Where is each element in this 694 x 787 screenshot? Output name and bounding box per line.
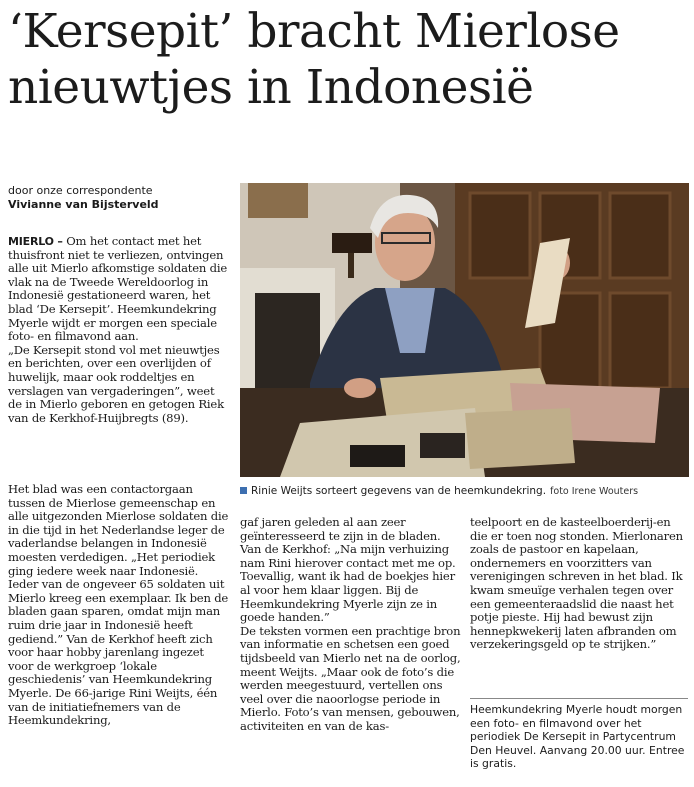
byline — [8, 184, 233, 212]
photo-credit: foto Irene Wouters — [550, 486, 639, 497]
paragraph-2: „De Kersepit stond vol met nieuwtjes en berichten, over een overlijden of huwelijk, maar ook roddeltjes en verslagen van vergaderingen”, weet de in Mierlo geboren en getogen Riek van de Kerkhof-Huijbregts (89). — [8, 342, 224, 425]
headline — [8, 4, 688, 116]
headline-line-2: nieuwtjes in Indonesië — [8, 60, 534, 115]
info-box-divider — [470, 698, 688, 699]
photo-illustration — [240, 183, 689, 477]
col2-paragraph-1: gaf jaren geleden al aan zeer geïnteresseerd te zijn in de bladen. — [240, 515, 441, 543]
photo-caption — [240, 484, 689, 499]
paragraph-1 — [8, 235, 230, 344]
col2-paragraph-2: Van de Kerkhof: „Na mijn verhuizing nam Rini hierover contact met me op. Toevallig, want ik had de boekjes hier al voor hem klaar liggen. Bij de Heemkundekring Myerle zijn ze in goede handen.” — [240, 542, 456, 625]
dateline: MIERLO – — [8, 235, 63, 248]
headline-line-1: ‘Kersepit’ bracht Mierlose — [8, 4, 620, 59]
article-photo — [240, 183, 689, 477]
article-column-2 — [240, 516, 462, 734]
caption-text: Rinie Weijts sorteert gegevens van de heemkundekring. — [251, 485, 547, 497]
article-column-1-bottom — [8, 483, 230, 728]
col3-paragraph-1: teelpoort en de kasteelboerderij-en die er toen nog stonden. Mierlonaren zoals de pastoor en kapelaan, ondernemers en voorzitters van verenigingen schreven in het blad. Ik kwam smeuïge verhalen tegen over een gemeenteraadslid die naast het potje pieste. Hij had bewust zijn hennepkwekerij laten afbranden om verzekeringsgeld op te strijken.” — [470, 515, 683, 652]
byline-name: Vivianne van Bijsterveld — [8, 198, 159, 211]
paragraph-1-text: Om het contact met het thuisfront niet te verliezen, ontvingen alle uit Mierlo afkomstige soldaten die vlak na de Tweede Wereldoorlog in Indonesië gestationeerd waren, het blad ‘De Kersepit’. Heemkundekring Myerle wijdt er morgen een speciale foto- en filmavond aan. — [8, 234, 228, 344]
article-column-1-top — [8, 235, 230, 425]
byline-label: door onze correspondente — [8, 184, 153, 197]
col2-paragraph-3: De teksten vormen een prachtige bron van informatie en schetsen een goed tijdsbeeld van Mierlo net na de oorlog, meent Weijts. „Maar ook de foto’s die werden meegestuurd, vertellen ons veel over die naoorlogse periode in Mierlo. Foto’s van mensen, gebouwen, activiteiten en van de kas- — [240, 623, 461, 733]
article-column-3 — [470, 516, 688, 652]
paragraph-3: Het blad was een contactorgaan tussen de Mierlose gemeenschap en alle uitgezonden Mierlose soldaten die in die tijd in het Nederlandse leger de vaderlandse belangen in Indonesië moesten verdedigen. „Het periodiek ging iedere week naar Indonesië. Ieder van de ongeveer 65 soldaten uit Mierlo kreeg een exemplaar. Ik ben de bladen gaan sparen, omdat mijn man ruim drie jaar in Indonesië heeft gediend.” Van de Kerkhof heeft zich voor haar hobby jarenlang ingezet voor de werkgroep ‘lokale geschiedenis’ van Heemkundekring Myerle. De 66-jarige Rini Weijts, één van de initiatiefnemers van de Heemkundekring, — [8, 482, 229, 728]
info-box: Heemkundekring Myerle houdt morgen een foto- en filmavond over het periodiek De Kersepit in Partycentrum Den Heuvel. Aanvang 20.00 uur. Entree is gratis. — [470, 703, 685, 771]
caption-marker-icon — [240, 487, 247, 494]
